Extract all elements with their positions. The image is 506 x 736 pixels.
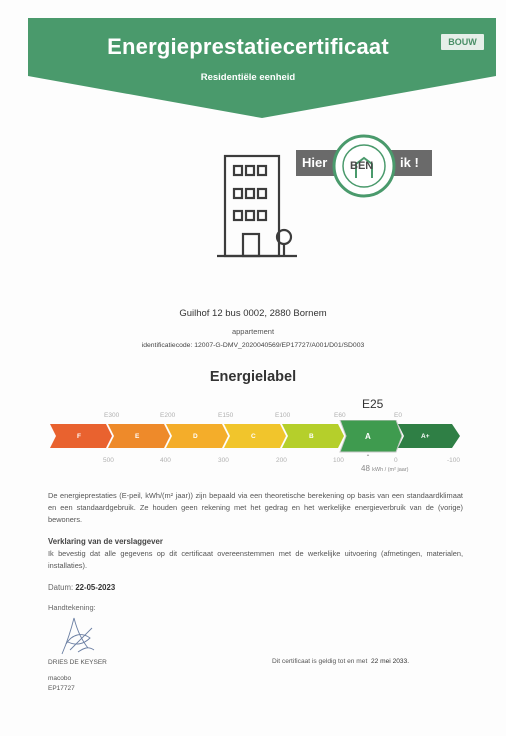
date-value: 22-05-2023	[75, 583, 116, 592]
apartment-building-icon	[217, 152, 297, 265]
scale-top-tick: E200	[160, 412, 176, 419]
class-label: C	[251, 433, 256, 440]
scale-bottom-tick: 200	[276, 457, 287, 464]
class-label-active: A	[365, 432, 371, 441]
identification-code: identificatiecode: 12007-G-DMV_2020040569/EP17727/A001/D01/SD003	[141, 342, 365, 349]
date-label: Datum:	[48, 583, 74, 592]
signature-label: Handtekening:	[48, 603, 96, 612]
class-label: F	[77, 433, 81, 440]
explanation-paragraph: De energieprestaties (E-peil, kWh/(m² jaar)) zijn bepaald via een theoretische berekening op basis van een standaardklimaat en een standaardgebruik. Ze houden geen rekening met het gedrag en het werkelijke energieverbruik van de (vorige) bewoners.	[48, 491, 463, 524]
class-label: B	[309, 433, 314, 440]
header-banner	[0, 18, 506, 118]
declaration-text: Ik bevestig dat alle gegevens op dit certificaat overeenstemmen met de werkelijke uitvoering (afmetingen, materialen, installaties).	[48, 549, 463, 570]
kwh-unit: kWh / (m² jaar)	[372, 467, 409, 473]
ben-logo	[296, 134, 434, 203]
scale-bottom-tick: 400	[160, 457, 171, 464]
bouw-tag: BOUW	[441, 34, 484, 50]
validity-date: 22 mei 2033.	[370, 658, 410, 665]
handwritten-signature	[58, 614, 98, 663]
ben-logo-right-text: ik !	[400, 155, 419, 170]
scale-top-tick: E100	[275, 412, 291, 419]
energy-score: E25	[362, 397, 384, 411]
scale-top-tick: E60	[334, 412, 346, 419]
scale-top-tick: E150	[218, 412, 234, 419]
ben-logo-left-text: Hier	[302, 155, 328, 170]
banner-shape	[0, 18, 506, 118]
declaration-heading: Verklaring van de verslaggever	[48, 537, 163, 546]
signer-organisation: macobo	[48, 675, 72, 682]
scale-bottom-tick: 500	[103, 457, 114, 464]
class-label: E	[135, 433, 140, 440]
page-subtitle: Residentiële eenheid	[200, 72, 296, 83]
property-address: Guilhof 12 bus 0002, 2880 Bornem	[179, 308, 327, 319]
energy-label-title: Energielabel	[209, 369, 297, 385]
class-label: A+	[421, 433, 430, 440]
scale-bottom-tick: 300	[218, 457, 229, 464]
scale-bottom-tick: 100	[333, 457, 344, 464]
scale-top-tick: E0	[394, 412, 402, 419]
scale-top-tick: E300	[104, 412, 120, 419]
ben-logo-center-text: BEN	[350, 160, 374, 172]
date-row	[48, 583, 115, 592]
page-title: Energieprestatiecertificaat	[107, 34, 389, 59]
class-label: D	[193, 433, 198, 440]
scale-bottom-tick: -100	[447, 457, 461, 464]
scale-bottom-tick: 0	[394, 457, 398, 464]
kwh-value	[361, 464, 409, 473]
validity-statement	[272, 658, 409, 665]
energy-label-bar	[50, 420, 464, 461]
validity-prefix: Dit certificaat is geldig tot en met	[272, 658, 368, 665]
signer-name: DRIES DE KEYSER	[48, 659, 107, 666]
property-type: appartement	[231, 327, 275, 336]
signer-id: EP17727	[48, 685, 75, 692]
kwh-number: 48	[361, 464, 370, 473]
